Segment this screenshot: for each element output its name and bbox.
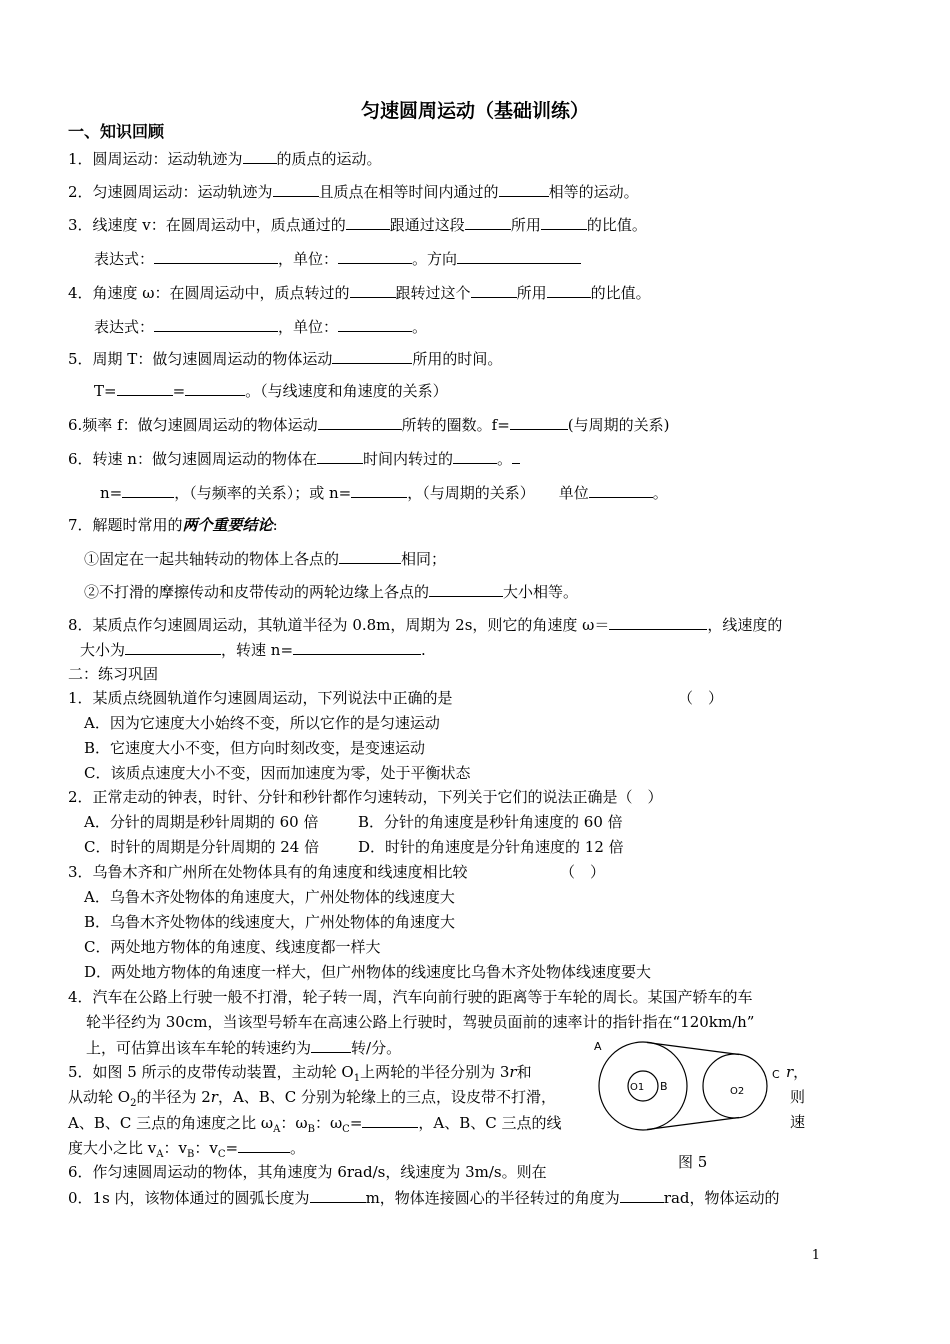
question-1: 1．某质点绕圆轨道作匀速圆周运动，下列说法中正确的是: [68, 689, 453, 707]
section-heading-review: 一、知识回顾: [68, 122, 165, 141]
figure-caption: 图 5: [678, 1153, 708, 1171]
question-1-option-c: C．该质点速度大小不变，因而加速度为零，处于平衡状态: [84, 764, 471, 782]
question-5-speed-fragment: 速: [790, 1113, 806, 1131]
knowledge-item-4-expression: 表达式： ，单位： 。: [94, 318, 428, 336]
knowledge-item-8-cont: 大小为 ，转速 n= .: [80, 641, 426, 659]
question-6-line-1: 6．作匀速圆周运动的物体，其角速度为 6rad/s，线速度为 3m/s。则在: [68, 1163, 547, 1181]
knowledge-item-8: 8．某质点作匀速圆周运动，其轨道半径为 0.8m，周期为 2s，则它的角速度 ω＝ ，线速度的: [68, 616, 783, 634]
knowledge-item-1: 1．圆周运动：运动轨迹为 的质点的运动。: [68, 150, 382, 168]
question-5-line-1: 5．如图 5 所示的皮带传动装置，主动轮 $O_1$上两轮的半径分别为 3r和: [68, 1063, 532, 1084]
section-heading-practice: 二：练习巩固: [68, 665, 159, 683]
question-5-line-2: 从动轮 $O_2$的半径为 2r，A、B、C 分别为轮缘上的三点，设皮带不打滑，: [68, 1088, 557, 1109]
question-3-option-b: B．乌鲁木齐处物体的线速度大，广州处物体的角速度大: [84, 913, 456, 931]
question-2-option-a: A．分针的周期是秒针周期的 60 倍: [84, 813, 319, 831]
center-o2-label: O2: [730, 1086, 745, 1097]
question-3-paren: （ ）: [560, 863, 606, 881]
center-o1-label: O1: [630, 1082, 645, 1093]
question-2-option-c: C．时针的周期是分针周期的 24 倍: [84, 838, 320, 856]
knowledge-item-6-speed-formula: n= ，（与频率的关系）；或 n= ，（与周期的关系） 单位 。: [100, 484, 668, 502]
belt-drive-diagram: [590, 1038, 786, 1134]
knowledge-item-6-frequency: 6.频率 f：做匀速圆周运动的物体运动 所转的圈数。f= (与周期的关系): [68, 416, 670, 434]
point-c-label: C: [772, 1068, 780, 1081]
question-5-line-3: A、B、C 三点的角速度之比 $\omega_A$：$\omega_B$：$\omega_C=$ ，A、B、C 三点的线: [68, 1114, 562, 1135]
belt-top-line: [647, 1043, 739, 1055]
question-3-option-a: A．乌鲁木齐处物体的角速度大，广州处物体的线速度大: [84, 888, 455, 906]
question-2: 2．正常走动的钟表，时针、分针和秒针都作匀速转动，下列关于它们的说法正确是（ ）: [68, 788, 663, 806]
point-b-label: B: [660, 1080, 668, 1093]
knowledge-item-4: 4．角速度 ω：在圆周运动中，质点转过的 跟转过这个 所用 的比值。: [68, 284, 651, 302]
knowledge-item-2: 2．匀速圆周运动：运动轨迹为 且质点在相等时间内通过的 相等的运动。: [68, 183, 639, 201]
question-2-option-d: D．时针的角速度是分针角速度的 12 倍: [358, 838, 624, 856]
page-number: 1: [811, 1248, 820, 1263]
question-1-paren: （ ）: [678, 689, 724, 707]
question-4-line-3: 上，可估算出该车车轮的转速约为 转/分。: [86, 1039, 402, 1057]
question-6-line-2: 0．1s 内，该物体通过的圆弧长度为 m，物体连接圆心的半径转过的角度为 rad，物体运动的: [68, 1189, 780, 1207]
question-3-option-d: D．两处地方物体的角速度一样大，但广州物体的线速度比乌鲁木齐处物体线速度要大: [84, 963, 652, 981]
question-4-line-2: 轮半径约为 30cm，当该型号轿车在高速公路上行驶时，驾驶员面前的速率计的指针指在“120km/h”: [86, 1013, 755, 1031]
page-title: 匀速圆周运动（基础训练）: [360, 100, 589, 122]
question-3-option-c: C．两处地方物体的角速度、线速度都一样大: [84, 938, 381, 956]
knowledge-item-5-formula: T= = 。（与线速度和角速度的关系）: [94, 382, 448, 400]
question-5-then-fragment: 则: [790, 1088, 806, 1106]
knowledge-item-6-speed: 6．转速 n：做匀速圆周运动的物体在 时间内转过的 。: [68, 448, 520, 469]
point-a-label: A: [594, 1040, 602, 1053]
knowledge-item-3-expression: 表达式： ，单位： 。方向: [94, 248, 581, 269]
question-5-line-4: 度大小之比 $v_A$：$v_B$：$v_C=$ 。: [68, 1139, 306, 1160]
question-1-option-a: A．因为它速度大小始终不变，所以它作的是匀速运动: [84, 714, 440, 732]
belt-bottom-line: [647, 1118, 739, 1130]
question-1-option-b: B．它速度大小不变，但方向时刻改变，是变速运动: [84, 739, 426, 757]
question-5-r-fragment: r，: [786, 1063, 809, 1081]
knowledge-item-7: 7．解题时常用的两个重要结论:: [68, 516, 278, 534]
question-3: 3．乌鲁木齐和广州所在处物体具有的角速度和线速度相比较: [68, 863, 468, 881]
question-4-line-1: 4．汽车在公路上行驶一般不打滑，轮子转一周，汽车向前行驶的距离等于车轮的周长。某国产轿车的车: [68, 988, 753, 1006]
conclusion-2: ②不打滑的摩擦传动和皮带传动的两轮边缘上各点的 大小相等。: [84, 583, 579, 601]
question-2-option-b: B．分针的角速度是秒针角速度的 60 倍: [358, 813, 623, 831]
knowledge-item-3: 3．线速度 v：在圆周运动中，质点通过的 跟通过这段 所用 的比值。: [68, 216, 647, 234]
knowledge-item-5: 5．周期 T：做匀速圆周运动的物体运动 所用的时间。: [68, 350, 503, 368]
conclusion-1: ①固定在一起共轴转动的物体上各点的 相同；: [84, 550, 447, 568]
